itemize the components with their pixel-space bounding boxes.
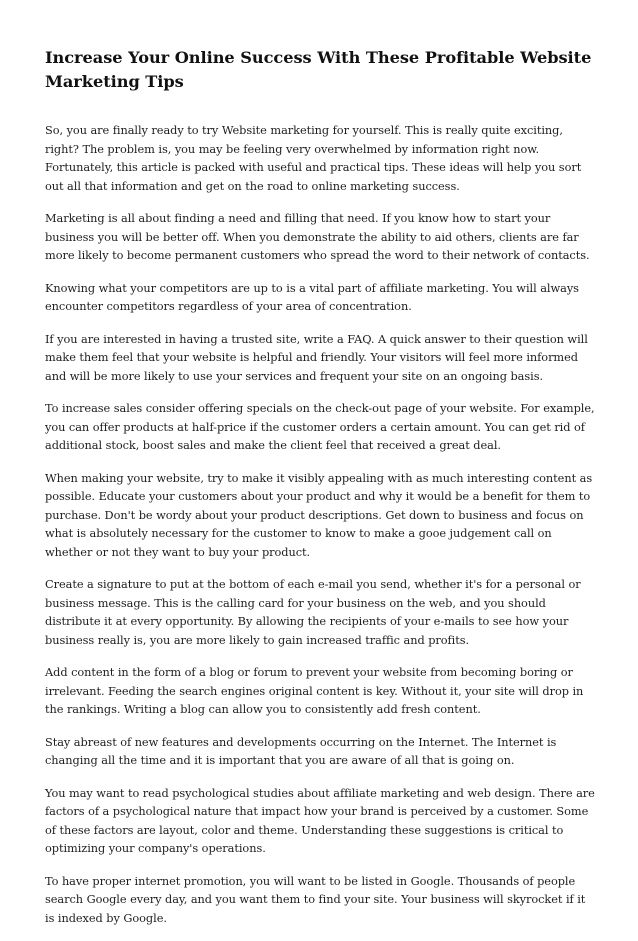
paragraph-2: Marketing is all about finding a need and filling that need. If you know how to start your business you will be better off. When you demonstrate the ability to aid others, clients are far more likely to become permanent customers who spread the word to their network of contacts. — [45, 211, 590, 262]
paragraph-8: Add content in the form of a blog or forum to prevent your website from becoming boring or irrelevant. Feeding the search engines original content is key. Without it, your site will drop in the rankings. Writing a blog can allow you to consistently add fresh content. — [45, 665, 584, 716]
document-page — [45, 46, 597, 941]
paragraph-9: Stay abreast of new features and developments occurring on the Internet. The Internet is changing all the time and it is important that you are aware of all that is going on. — [45, 734, 557, 767]
paragraph-7: Create a signature to put at the bottom of each e-mail you send, whether it's for a personal or business message. This is the calling card for your business on the web, and you should distribute it at every opportunity. By allowing the recipients of your e-mails to see how your business really is, you are more likely to gain increased traffic and profits. — [45, 577, 581, 647]
paragraph-4: If you are interested in having a trusted site, write a FAQ. A quick answer to their question will make them feel that your website is helpful and friendly. Your visitors will feel more informed and will be more likely to use your services and frequent your site on an ongoing basis. — [45, 331, 588, 383]
paragraph-10: You may want to read psychological studies about affiliate marketing and web design. There are factors of a psychological nature that impact how your brand is perceived by a customer. Some of these factors are layout, color and theme. Understanding these suggestions is critical to optimizing your company's operations. — [45, 785, 595, 855]
paragraph-1: So, you are finally ready to try Website marketing for yourself. This is really quite exciting, right? The problem is, you may be feeling very overwhelmed by information right now. Fortunately, this article is packed with useful and practical tips. These ideas will help you sort out all that information and get on the road to online marketing success. — [45, 123, 582, 193]
paragraph-3: Knowing what your competitors are up to is a vital part of affiliate marketing. You will always encounter competitors regardless of your area of concentration. — [45, 280, 579, 313]
paragraph-5: To increase sales consider offering specials on the check-out page of your website. For example, you can offer products at half-price if the customer orders a certain amount. You can get rid of additional stock, boost sales and make the client feel that received a great deal. — [45, 401, 595, 452]
paragraph-6: When making your website, try to make it visibly appealing with as much interesting content as possible. Educate your customers about your product and why it would be a benefit for them to purchase. Don't be wordy about your product descriptions. Get down to business and focus on what is absolutely necessary for the customer to know to make a gooe judgement call on whether or not they want to buy your product. — [45, 470, 593, 559]
paragraph-11: To have proper internet promotion, you will want to be listed in Google. Thousands of people search Google every day, and you want them to find your site. Your business will skyrocket if it is indexed by Google. — [45, 873, 586, 925]
document-title: Increase Your Online Success With These Profitable Website Marketing Tips — [45, 48, 592, 91]
